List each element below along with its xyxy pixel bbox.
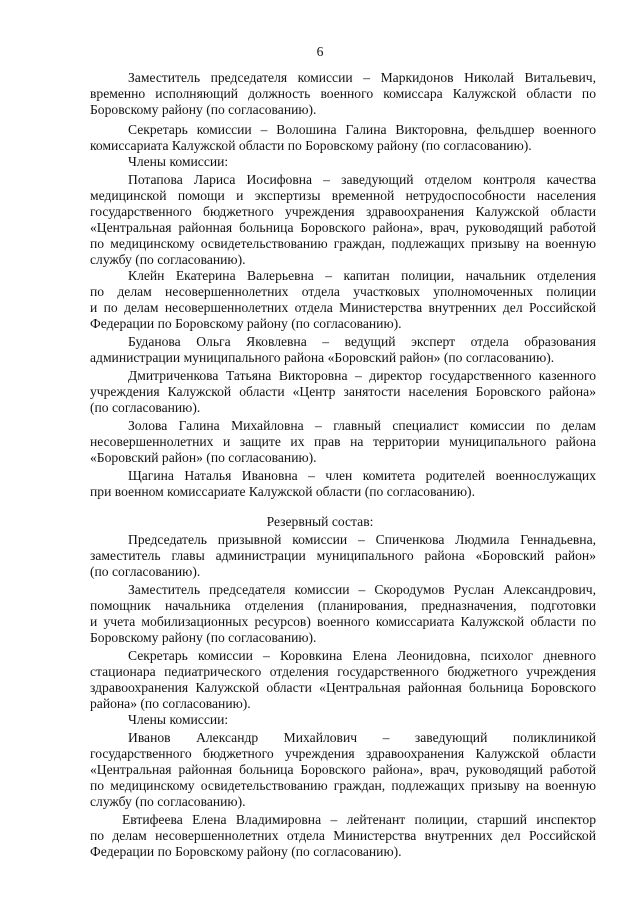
text-line: и учета мобилизационных ресурсов) военного комиссариата Калужской области по — [90, 614, 596, 629]
text-line: Федерации по Боровскому району (по согласованию). — [90, 316, 402, 331]
text-line: Боровскому району (по согласованию). — [90, 102, 317, 117]
text-line: по делам несовершеннолетних отдела Министерства внутренних дел Российской — [90, 828, 596, 843]
text-line: службу (по согласованию). — [90, 794, 246, 809]
text-line: Председатель призывной комиссии – Спиченкова Людмила Геннадьевна, — [128, 532, 596, 547]
text-line: стационара педиатрического отделения государственного бюджетного учреждения — [90, 664, 596, 679]
text-line: помощник начальника отделения (планирования, предназначения, подготовки — [90, 598, 596, 613]
text-line: Дмитриченкова Татьяна Викторовна – директор государственного казенного — [128, 368, 596, 383]
reserve-members-heading: Члены комиссии: — [128, 712, 229, 727]
text-line: Буданова Ольга Яковлевна – ведущий эксперт отдела образования — [128, 334, 596, 349]
text-line: медицинской помощи и экспертизы временной нетрудоспособности населения — [90, 188, 596, 203]
text-line: (по согласованию). — [90, 400, 201, 415]
text-line: Щагина Наталья Ивановна – член комитета родителей военнослужащих — [128, 468, 596, 483]
text-line: Иванов Александр Михайлович – заведующий поликлиникой — [128, 730, 596, 745]
text-line: по медицинскому освидетельствованию граждан, подлежащих призыву на военную — [90, 236, 596, 251]
text-line: Потапова Лариса Иосифовна – заведующий отделом контроля качества — [128, 172, 596, 187]
text-line: временно исполняющий должность военного комиссара Калужской области по — [90, 86, 596, 101]
text-line: Евтифеева Елена Владимировна – лейтенант полиции, старший инспектор — [122, 812, 596, 827]
text-line: Секретарь комиссии – Волошина Галина Викторовна, фельдшер военного — [128, 122, 596, 137]
text-line: «Центральная районная больница Боровского района», врач, руководящий работой — [90, 220, 596, 235]
text-line: при военном комиссариате Калужской области (по согласованию). — [90, 484, 475, 499]
text-line: «Боровский район» (по согласованию). — [90, 450, 317, 465]
text-line: Заместитель председателя комиссии – Скородумов Руслан Александрович, — [128, 582, 596, 597]
text-line: (по согласованию). — [90, 564, 201, 579]
text-line: комиссариата Калужской области по Боровскому району (по согласованию). — [90, 138, 532, 153]
text-line: администрации муниципального района «Боровский район» (по согласованию). — [90, 350, 555, 365]
page-number: 6 — [316, 44, 324, 59]
text-line: государственного бюджетного учреждения здравоохранения Калужской области — [90, 204, 596, 219]
text-line: Клейн Екатерина Валерьевна – капитан полиции, начальник отделения — [128, 268, 596, 283]
text-line: Федерации по Боровскому району (по согласованию). — [90, 844, 402, 859]
text-line: района» (по согласованию). — [90, 696, 251, 711]
text-line: Золова Галина Михайловна – главный специалист комиссии по делам — [128, 418, 596, 433]
reserve-heading: Резервный состав: — [266, 514, 374, 529]
text-line: Боровскому району (по согласованию). — [90, 630, 317, 645]
text-line: учреждения Калужской области «Центр занятости населения Боровского района» — [90, 384, 596, 399]
text-line: по медицинскому освидетельствованию граждан, подлежащих призыву на военную — [90, 778, 596, 793]
text-line: государственного бюджетного учреждения здравоохранения Калужской области — [90, 746, 596, 761]
text-line: Секретарь комиссии – Коровкина Елена Леонидовна, психолог дневного — [128, 648, 596, 663]
text-line: несовершеннолетних и защите их прав на территории муниципального района — [90, 434, 596, 449]
text-line: по делам несовершеннолетних отдела участковых уполномоченных полиции — [90, 284, 596, 299]
text-line: Заместитель председателя комиссии – Маркидонов Николай Витальевич, — [128, 70, 596, 85]
text-line: «Центральная районная больница Боровского района», врач, руководящий работой — [90, 762, 596, 777]
text-line: и по делам несовершеннолетних отдела Министерства внутренних дел Российской — [90, 300, 596, 315]
text-line: заместитель главы администрации муниципального района «Боровский район» — [90, 548, 596, 563]
text-line: службу (по согласованию). — [90, 252, 246, 267]
text-line: здравоохранения Калужской области «Центральная районная больница Боровского — [90, 680, 596, 695]
members-heading: Члены комиссии: — [128, 154, 229, 169]
